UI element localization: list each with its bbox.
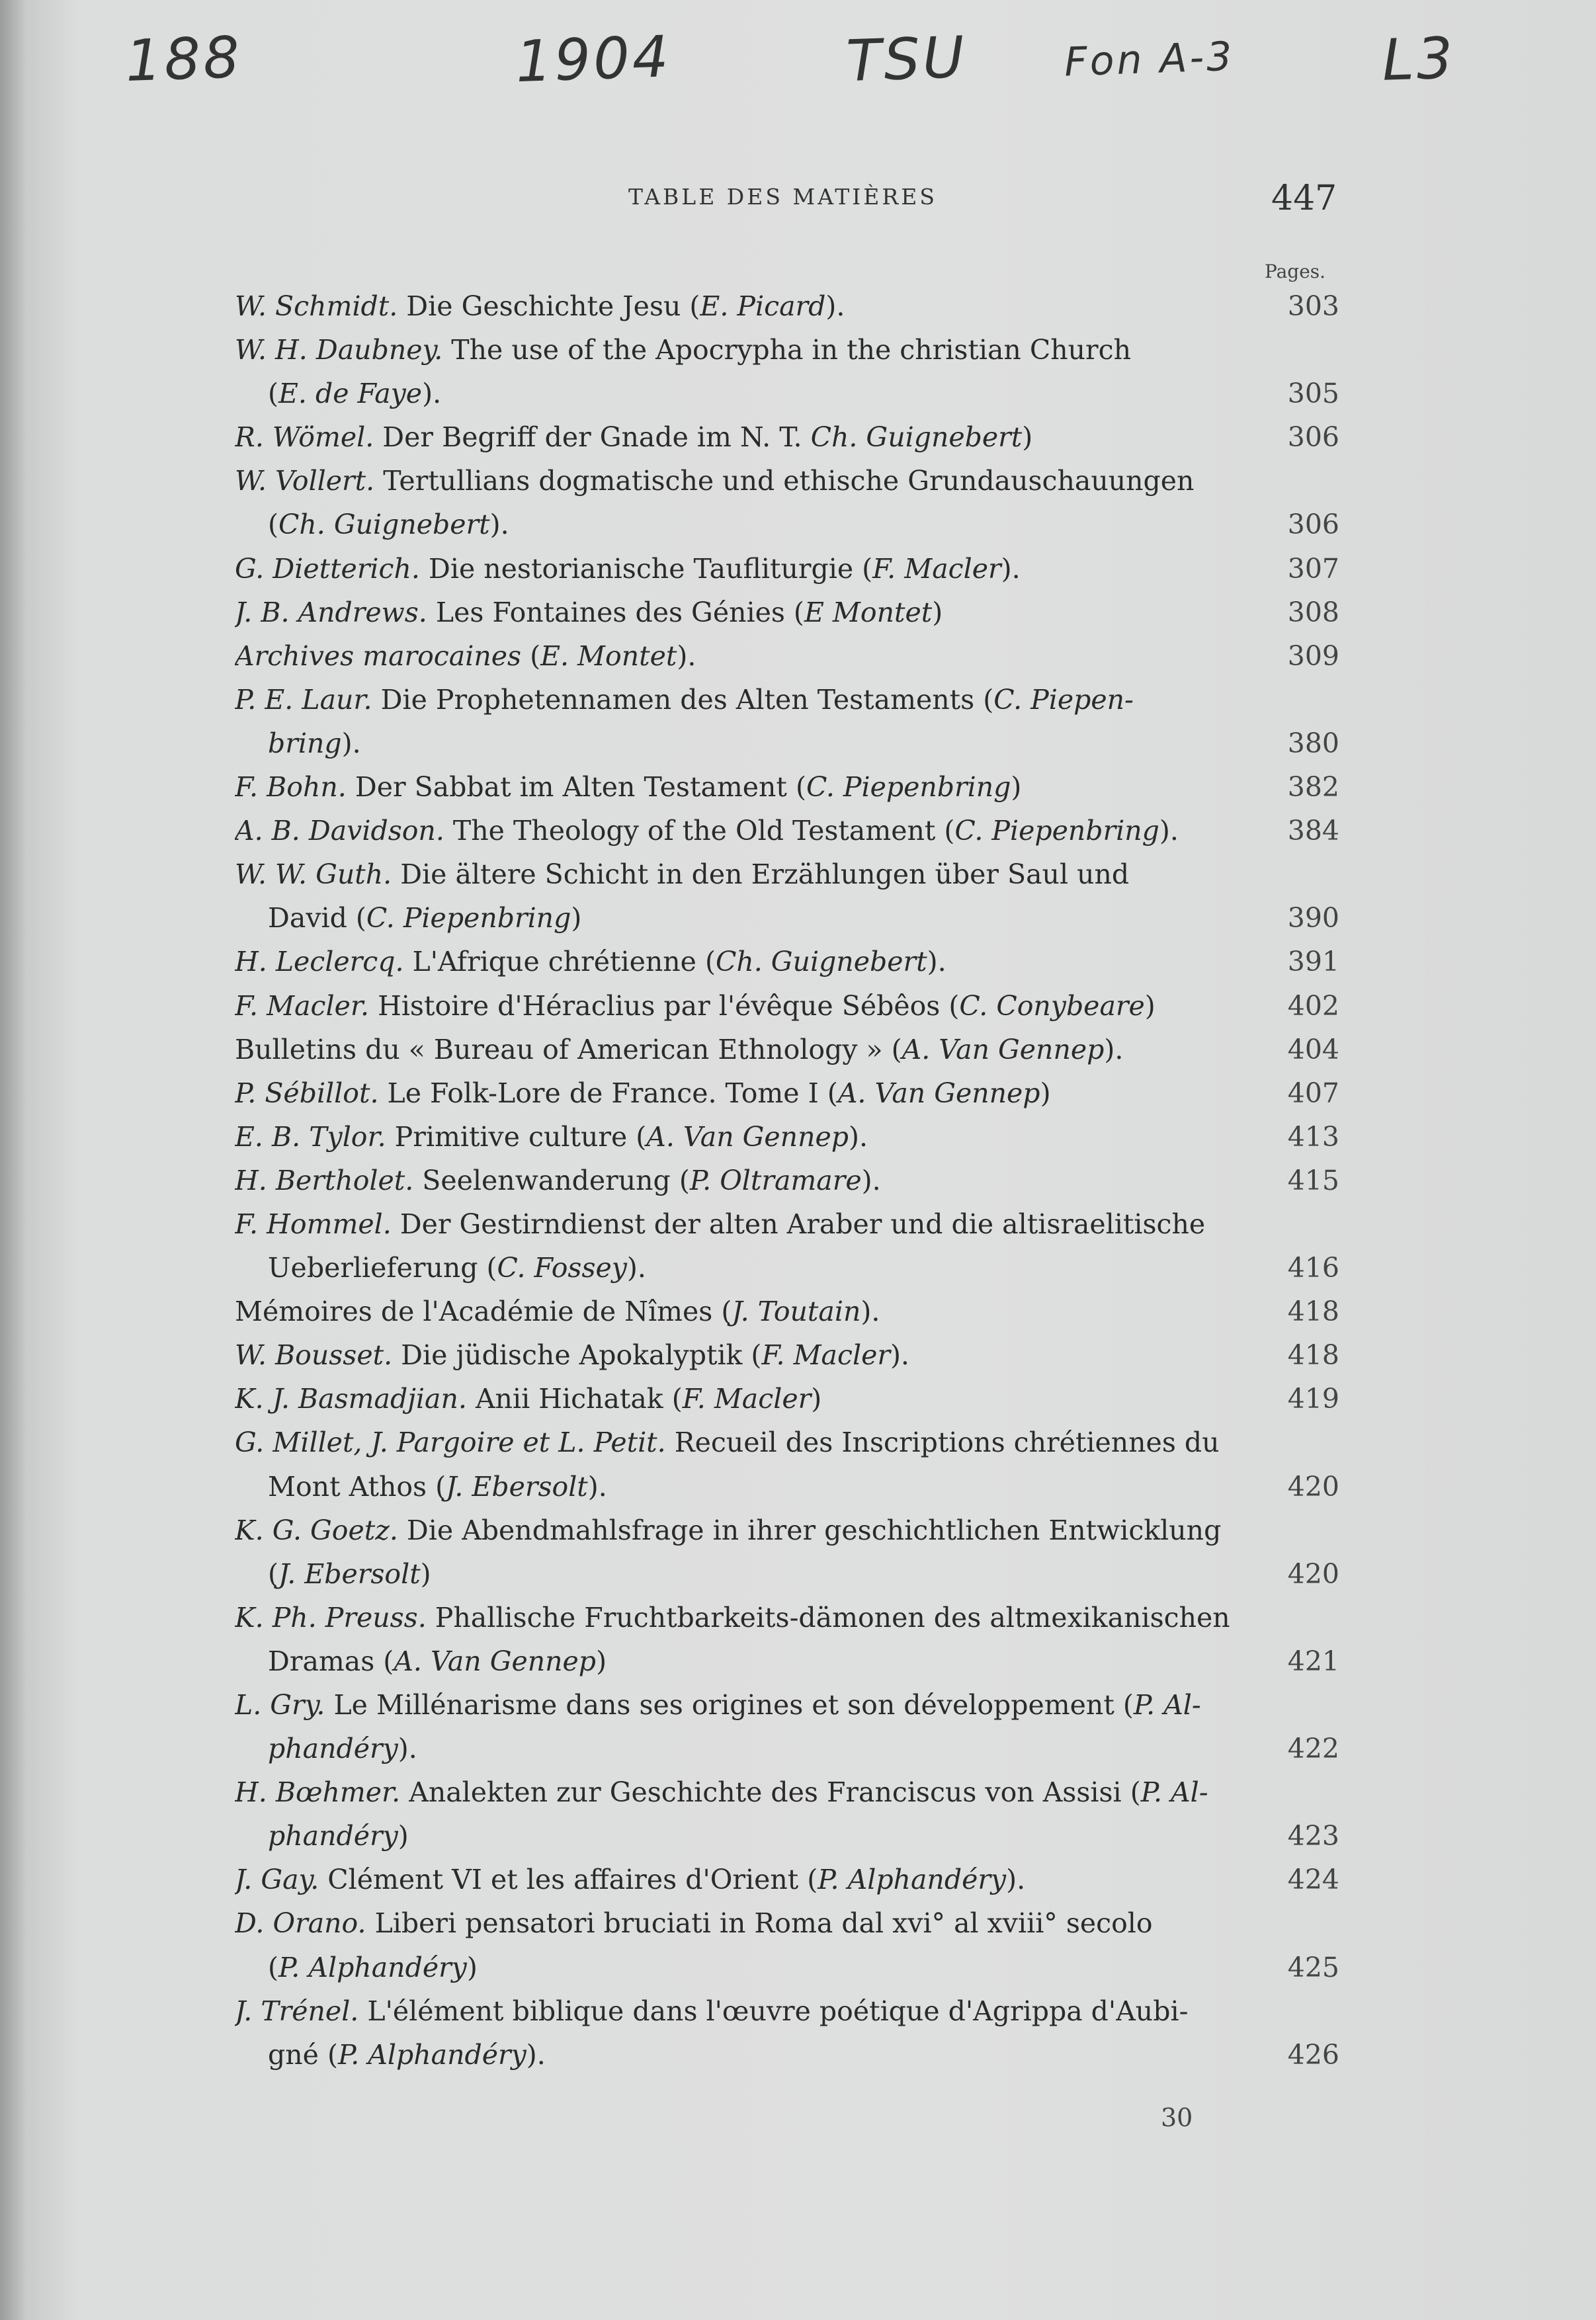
toc-line [235, 1639, 1339, 1683]
entry-punctuation: ) [1011, 771, 1022, 804]
toc-line-text [235, 940, 946, 983]
entry-page-number: 426 [1287, 2038, 1339, 2071]
toc-line-text [268, 1465, 607, 1509]
toc-entry [235, 459, 1339, 546]
toc-line [235, 1071, 1339, 1115]
toc-line-text [268, 1639, 607, 1683]
toc-line-text [268, 1946, 478, 1989]
entry-punctuation: ) [1040, 1077, 1051, 1109]
toc-line-text [235, 1377, 821, 1421]
entry-reviewer: Ch. Guignebert [278, 509, 490, 541]
entry-punctuation: ) [1022, 421, 1033, 454]
toc-line-text [235, 415, 1032, 459]
entry-punctuation: ). [825, 290, 845, 322]
toc-line-text [268, 722, 361, 765]
entry-title: gné ( [268, 2038, 338, 2071]
entry-author: K. J. Basmadjian. [235, 1383, 467, 1415]
entry-reviewer: C. Piepenbring [806, 771, 1011, 804]
entry-title: Die nestorianische Taufliturgie ( [419, 552, 873, 585]
entry-title: Seelenwanderung ( [413, 1164, 690, 1196]
entry-reviewer: E. Picard [700, 290, 826, 322]
toc-line [235, 1901, 1339, 1945]
entry-author: J. B. Andrews. [235, 596, 427, 628]
entry-title: Le Millénarisme dans ses origines et son développement ( [325, 1689, 1134, 1721]
entry-title: Die Abendmahlsfrage in ihrer geschichtlichen Entwicklung [398, 1514, 1222, 1546]
toc-line-text [235, 1596, 1230, 1639]
entry-page-number: 424 [1287, 1864, 1339, 1896]
toc-line-text [235, 1509, 1221, 1552]
toc-line [235, 547, 1339, 591]
entry-reviewer: C. Conybeare [959, 989, 1145, 1022]
entry-reviewer: P. Al- [1140, 1776, 1208, 1809]
toc-line [235, 1946, 1339, 1989]
toc-line [235, 1421, 1339, 1464]
entry-page-number: 413 [1287, 1120, 1339, 1153]
pages-column-label: Pages. [1265, 261, 1326, 282]
toc-entry [235, 1028, 1339, 1071]
running-title: TABLE DES MATIÈRES [628, 184, 937, 210]
toc-line [235, 503, 1339, 546]
entry-title: Bulletins du « Bureau of American Ethnology » ( [235, 1033, 902, 1065]
entry-reviewer: A. Van Gennep [902, 1033, 1105, 1065]
toc-line [235, 809, 1339, 852]
entry-page-number: 418 [1287, 1296, 1339, 1328]
entry-title: Le Folk-Lore de France. Tome I ( [378, 1077, 838, 1109]
toc-line [235, 1858, 1339, 1901]
entry-page-number: 422 [1287, 1733, 1339, 1765]
entry-reviewer: phandéry [268, 1820, 398, 1852]
toc-entry [235, 1333, 1339, 1377]
entry-page-number: 415 [1287, 1164, 1339, 1196]
entry-author: W. W. Guth. [235, 858, 392, 891]
toc-line [235, 852, 1339, 896]
toc-line-text [268, 503, 509, 546]
entry-page-number: 425 [1287, 1951, 1339, 1983]
toc-line-text [235, 1290, 880, 1333]
entry-punctuation: ) [811, 1383, 822, 1415]
entry-page-number: 306 [1287, 509, 1339, 541]
toc-entry [235, 547, 1339, 591]
toc-line [235, 1465, 1339, 1509]
entry-page-number: 418 [1287, 1339, 1339, 1372]
toc-line [235, 284, 1339, 328]
toc-entry [235, 1770, 1339, 1858]
entry-title: L'Afrique chrétienne ( [403, 946, 716, 978]
toc-line [235, 1814, 1339, 1858]
toc-entry [235, 1509, 1339, 1596]
entry-title: Histoire d'Héraclius par l'évêque Sébêos ( [369, 989, 960, 1022]
entry-title: Mémoires de l'Académie de Nîmes ( [235, 1296, 732, 1328]
toc-line-text [235, 1901, 1153, 1945]
toc-entry [235, 1115, 1339, 1159]
entry-title: ( [268, 1951, 278, 1983]
toc-entry [235, 415, 1339, 459]
entry-punctuation: ). [398, 1733, 417, 1765]
entry-page-number: 423 [1287, 1820, 1339, 1852]
toc-line [235, 1770, 1339, 1814]
entry-punctuation: ). [861, 1296, 880, 1328]
entry-page-number: 380 [1287, 727, 1339, 759]
entry-page-number: 391 [1287, 946, 1339, 978]
toc-line [235, 1202, 1339, 1246]
entry-page-number: 421 [1287, 1645, 1339, 1677]
toc-line-text [235, 1202, 1205, 1246]
entry-author: P. E. Laur. [235, 683, 372, 716]
toc-line [235, 372, 1339, 415]
toc-line-text [268, 896, 581, 940]
entry-page-number: 404 [1287, 1033, 1339, 1065]
entry-reviewer: J. Ebersolt [446, 1470, 588, 1503]
entry-punctuation: ) [932, 596, 943, 628]
toc-line [235, 722, 1339, 765]
toc-entry [235, 940, 1339, 983]
entry-reviewer: E Montet [804, 596, 933, 628]
entry-title: Die ältere Schicht in den Erzählungen über Saul und [392, 858, 1130, 891]
entry-title: ( [521, 640, 541, 672]
toc-line-text [235, 1333, 909, 1377]
entry-reviewer: J. Toutain [732, 1296, 861, 1328]
toc-line [235, 1028, 1339, 1071]
toc-line-text [235, 459, 1194, 503]
entry-punctuation: ). [526, 2038, 546, 2071]
entry-reviewer: C. Fossey [497, 1252, 627, 1284]
toc-entry [235, 678, 1339, 765]
entry-author: G. Millet, J. Pargoire et L. Petit. [235, 1427, 666, 1459]
entry-punctuation: ). [587, 1470, 607, 1503]
toc-line [235, 1115, 1339, 1159]
entry-title: L'élément biblique dans l'œuvre poétique d'Agrippa d'Aubi- [358, 1995, 1189, 2027]
entry-page-number: 407 [1287, 1077, 1339, 1109]
entry-title: Der Begriff der Gnade im N. T. [374, 421, 811, 454]
entry-reviewer: C. Piepenbring [366, 902, 571, 934]
entry-title: ( [268, 509, 278, 541]
entry-page-number: 306 [1287, 421, 1339, 454]
entry-author: W. Schmidt. [235, 290, 398, 322]
toc-line-text [235, 1071, 1051, 1115]
toc-line-text [268, 372, 441, 415]
toc-line-text [235, 284, 845, 328]
toc-line [235, 1333, 1339, 1377]
entry-author: K. Ph. Preuss. [235, 1601, 427, 1634]
entry-author: K. G. Goetz. [235, 1514, 398, 1546]
toc-entry [235, 591, 1339, 634]
entry-punctuation: ). [626, 1252, 646, 1284]
entry-page-number: 305 [1287, 378, 1339, 410]
entry-title: The use of the Apocrypha in the christian Church [442, 334, 1132, 366]
toc-line-text [235, 1989, 1188, 2033]
entry-punctuation: ). [1104, 1033, 1124, 1065]
entry-punctuation: ). [1159, 815, 1179, 847]
toc-entry [235, 1989, 1339, 2077]
entry-reviewer: P. Alphandéry [337, 2038, 526, 2071]
entry-reviewer: F. Macler [682, 1383, 812, 1415]
entry-page-number: 382 [1287, 771, 1339, 804]
entry-reviewer: F. Macler [872, 552, 1001, 585]
handwritten-note-1: 188 [124, 24, 243, 95]
toc-line [235, 1683, 1339, 1727]
entry-punctuation: ). [489, 509, 509, 541]
toc-line [235, 896, 1339, 940]
toc-line-text [235, 1421, 1220, 1464]
entry-title: Ueberlieferung ( [268, 1252, 497, 1284]
entry-reviewer: E. de Faye [278, 378, 423, 410]
entry-title: David ( [268, 902, 366, 934]
entry-reviewer: P. Oltramare [689, 1164, 862, 1196]
entry-title: Die jüdische Apokalyptik ( [392, 1339, 762, 1372]
entry-author: W. H. Daubney. [235, 334, 443, 366]
entry-page-number: 307 [1287, 552, 1339, 585]
toc-line [235, 1596, 1339, 1639]
entry-title: Der Gestirndienst der alten Araber und die altisraelitische [391, 1208, 1206, 1240]
entry-punctuation: ). [927, 946, 946, 978]
entry-title: Tertullians dogmatische und ethische Grundauschauungen [374, 465, 1195, 497]
toc-line-text [235, 1159, 881, 1202]
toc-line [235, 984, 1339, 1028]
toc-line [235, 1246, 1339, 1290]
running-head [0, 179, 1596, 218]
handwritten-note-5: L3 [1380, 25, 1457, 94]
entry-punctuation: ). [849, 1120, 868, 1153]
entry-author: G. Dietterich. [235, 552, 420, 585]
entry-author: H. Bœhmer. [235, 1776, 401, 1809]
entry-page-number: 419 [1287, 1383, 1339, 1415]
toc-line [235, 765, 1339, 809]
entry-author: D. Orano. [235, 1907, 366, 1940]
entry-punctuation: ). [1001, 552, 1021, 585]
entry-author: F. Macler. [235, 989, 370, 1022]
entry-punctuation: ) [420, 1557, 431, 1590]
entry-punctuation: ). [890, 1339, 909, 1372]
entry-reviewer: J. Ebersolt [278, 1557, 421, 1590]
toc-line-text [235, 809, 1179, 852]
toc-entry [235, 1683, 1339, 1770]
toc-line [235, 459, 1339, 503]
toc-entry [235, 1421, 1339, 1508]
entry-author: F. Hommel. [235, 1208, 392, 1240]
signature-folio: 30 [1161, 2103, 1193, 2132]
entry-title: ( [268, 1557, 278, 1590]
entry-title: Die Geschichte Jesu ( [398, 290, 700, 322]
entry-page-number: 390 [1287, 902, 1339, 934]
entry-title: The Theology of the Old Testament ( [444, 815, 955, 847]
toc-line [235, 1989, 1339, 2033]
toc-line [235, 1727, 1339, 1770]
entry-reviewer: A. Van Gennep [837, 1077, 1040, 1109]
toc-line-text [268, 1246, 646, 1290]
entry-reviewer: A. Van Gennep [394, 1645, 597, 1677]
toc-line-text [235, 1115, 868, 1159]
entry-punctuation: ) [398, 1820, 409, 1852]
toc-line [235, 1377, 1339, 1421]
toc-line-text [235, 678, 1134, 722]
entry-author: P. Sébillot. [235, 1077, 379, 1109]
entry-reviewer: P. Alphandéry [278, 1951, 467, 1983]
entry-title: Anii Hichatak ( [466, 1383, 683, 1415]
entry-author: J. Trénel. [235, 1995, 359, 2027]
entry-author: E. B. Tylor. [235, 1120, 386, 1153]
table-of-contents [235, 284, 1339, 2077]
toc-line-text [235, 1028, 1123, 1071]
entry-title: Mont Athos ( [268, 1470, 446, 1503]
entry-author: W. Bousset. [235, 1339, 393, 1372]
toc-line [235, 591, 1339, 634]
toc-entry [235, 1377, 1339, 1421]
entry-title: Les Fontaines des Génies ( [427, 596, 804, 628]
entry-author: L. Gry. [235, 1689, 325, 1721]
entry-punctuation: ) [466, 1951, 478, 1983]
toc-line-text [235, 852, 1129, 896]
toc-entry [235, 765, 1339, 809]
entry-author: R. Wömel. [235, 421, 374, 454]
toc-entry [235, 284, 1339, 328]
entry-page-number: 384 [1287, 815, 1339, 847]
entry-reviewer: A. Van Gennep [646, 1120, 849, 1153]
entry-author: Archives marocaines [235, 640, 522, 672]
toc-entry [235, 1159, 1339, 1202]
toc-line-text [235, 984, 1155, 1028]
entry-punctuation: ). [1006, 1864, 1026, 1896]
toc-entry [235, 1290, 1339, 1333]
toc-line [235, 415, 1339, 459]
toc-line [235, 1552, 1339, 1596]
toc-line-text [235, 328, 1131, 372]
entry-punctuation: ) [571, 902, 582, 934]
entry-author: H. Leclercq. [235, 946, 404, 978]
entry-title: Clément VI et les affaires d'Orient ( [319, 1864, 818, 1896]
entry-title: ( [268, 378, 278, 410]
toc-line-text [235, 1858, 1025, 1901]
entry-title: Primitive culture ( [386, 1120, 647, 1153]
handwritten-note-2: 1904 [514, 23, 673, 96]
toc-entry [235, 809, 1339, 852]
toc-entry [235, 1596, 1339, 1683]
toc-line-text [235, 1683, 1201, 1727]
toc-entry [235, 634, 1339, 678]
toc-line [235, 1509, 1339, 1552]
toc-line-text [235, 591, 943, 634]
entry-author: H. Bertholet. [235, 1164, 414, 1196]
entry-author: F. Bohn. [235, 771, 347, 804]
entry-punctuation: ). [422, 378, 442, 410]
toc-line-text [235, 634, 696, 678]
entry-author: A. B. Davidson. [235, 815, 444, 847]
entry-title: Dramas ( [268, 1645, 394, 1677]
toc-line-text [268, 2033, 546, 2077]
toc-entry [235, 984, 1339, 1028]
entry-page-number: 303 [1287, 290, 1339, 322]
toc-entry [235, 328, 1339, 415]
entry-punctuation: ) [1144, 989, 1155, 1022]
entry-title: Die Prophetennamen des Alten Testaments ( [372, 683, 994, 716]
toc-entry [235, 1202, 1339, 1290]
entry-title: Recueil des Inscriptions chrétiennes du [665, 1427, 1220, 1459]
entry-page-number: 420 [1287, 1557, 1339, 1590]
toc-line [235, 634, 1339, 678]
toc-line-text [268, 1727, 417, 1770]
toc-entry [235, 1901, 1339, 1989]
running-page-number: 447 [1271, 179, 1337, 218]
entry-author: J. Gay. [235, 1864, 319, 1896]
entry-title: Liberi pensatori bruciati in Roma dal xvi° al xviii° secolo [366, 1907, 1153, 1940]
entry-title: Der Sabbat im Alten Testament ( [346, 771, 806, 804]
toc-line [235, 2033, 1339, 2077]
toc-entry [235, 852, 1339, 940]
toc-line-text [235, 547, 1021, 591]
entry-punctuation: ). [341, 727, 361, 759]
entry-author: W. Vollert. [235, 465, 375, 497]
toc-line-text [268, 1814, 409, 1858]
entry-reviewer: C. Piepenbring [954, 815, 1159, 847]
entry-reviewer: P. Alphandéry [818, 1864, 1007, 1896]
toc-entry [235, 1858, 1339, 1901]
entry-reviewer: E. Montet [540, 640, 677, 672]
entry-reviewer: Ch. Guignebert [810, 421, 1023, 454]
toc-line [235, 940, 1339, 983]
entry-title: Analekten zur Geschichte des Franciscus von Assisi ( [400, 1776, 1141, 1809]
entry-punctuation: ). [677, 640, 696, 672]
toc-line [235, 1290, 1339, 1333]
entry-page-number: 416 [1287, 1252, 1339, 1284]
toc-line-text [235, 1770, 1208, 1814]
entry-reviewer: bring [268, 727, 342, 759]
entry-punctuation: ) [596, 1645, 607, 1677]
toc-line-text [268, 1552, 431, 1596]
entry-reviewer: P. Al- [1133, 1689, 1201, 1721]
entry-page-number: 308 [1287, 596, 1339, 628]
entry-reviewer: F. Macler [761, 1339, 890, 1372]
entry-page-number: 309 [1287, 640, 1339, 672]
entry-page-number: 402 [1287, 989, 1339, 1022]
toc-line [235, 1159, 1339, 1202]
toc-line-text [235, 765, 1021, 809]
handwritten-note-3: TSU [845, 24, 968, 95]
handwritten-note-4: Fon A-3 [1063, 33, 1236, 86]
entry-punctuation: ). [861, 1164, 881, 1196]
toc-line [235, 328, 1339, 372]
toc-entry [235, 1071, 1339, 1115]
entry-reviewer: phandéry [268, 1733, 398, 1765]
entry-title: Phallische Fruchtbarkeits-dämonen des altmexikanischen [426, 1601, 1230, 1634]
entry-reviewer: C. Piepen- [993, 683, 1134, 716]
entry-reviewer: Ch. Guignebert [715, 946, 927, 978]
entry-page-number: 420 [1287, 1470, 1339, 1503]
toc-line [235, 678, 1339, 722]
